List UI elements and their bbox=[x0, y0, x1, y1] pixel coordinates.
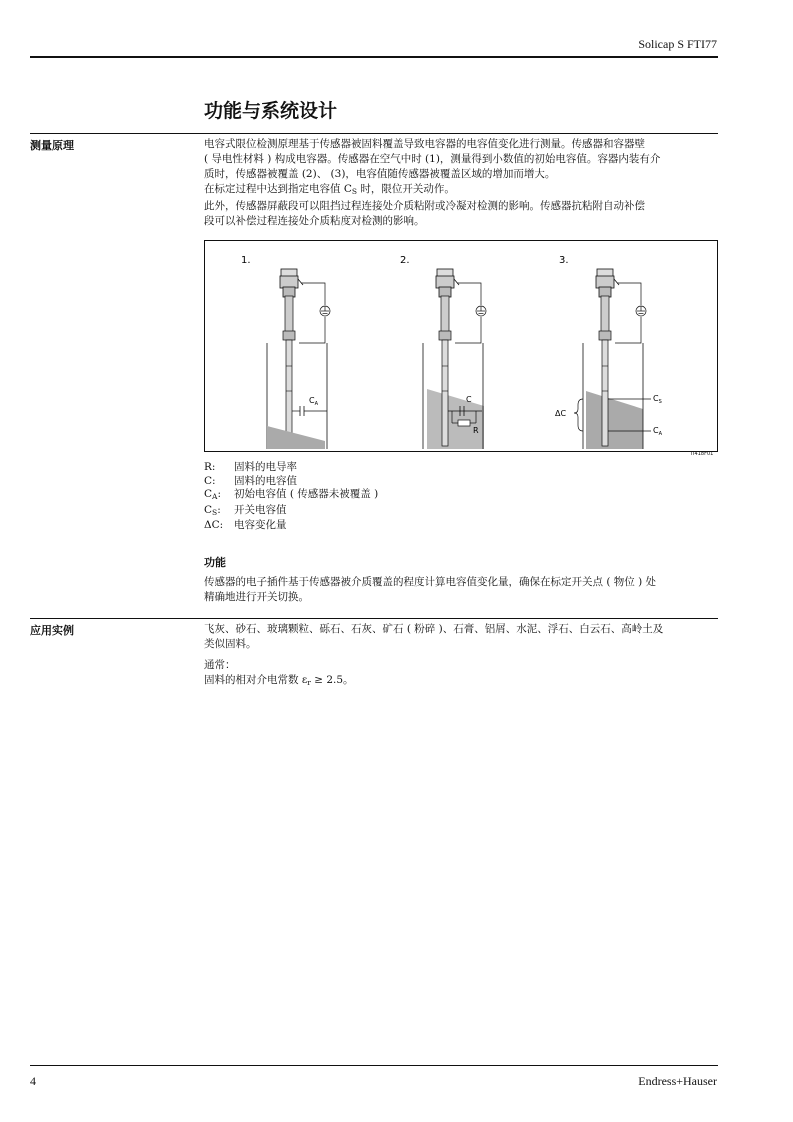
legend-text: 固料的电导率 bbox=[234, 461, 297, 473]
subscript: r bbox=[307, 678, 311, 687]
label-sub: A bbox=[314, 401, 319, 407]
legend-row bbox=[204, 475, 378, 489]
text-line bbox=[204, 182, 718, 199]
legend-key-suffix: : bbox=[217, 488, 222, 500]
panel-number: 3. bbox=[559, 255, 569, 266]
label-sub: A bbox=[658, 431, 663, 437]
page-number: 4 bbox=[30, 1074, 36, 1088]
brand-name: Endress+Hauser bbox=[638, 1074, 717, 1088]
label-c: C bbox=[309, 396, 315, 405]
legend-row bbox=[204, 488, 378, 504]
figure-code: TI418F01 bbox=[690, 451, 714, 457]
label-cs bbox=[653, 394, 662, 405]
legend-row bbox=[204, 504, 378, 520]
capacitance-principle-figure bbox=[204, 240, 718, 452]
label-ca bbox=[653, 426, 663, 437]
section-title: 功能与系统设计 bbox=[204, 100, 338, 122]
text-line: 飞灰、砂石、玻璃颗粒、砾石、石灰、矿石 ( 粉碎 )、石膏、铝屑、水泥、浮石、白云石、高岭土及 bbox=[204, 623, 664, 635]
footer-rule bbox=[30, 1065, 718, 1066]
text-line: 此外，传感器屏蔽段可以阻挡过程连接处介质粘附或冷凝对检测的影响。传感器抗粘附自动补偿 bbox=[204, 200, 645, 212]
text-span: 固料的相对介电常数 ε bbox=[204, 674, 308, 686]
legend-key-sub: A bbox=[212, 492, 218, 501]
text-line bbox=[204, 673, 718, 690]
measuring-principle-label: 测量原理 bbox=[30, 139, 74, 152]
text-span: 在标定过程中达到指定电容值 C bbox=[204, 183, 352, 195]
section-rule-2 bbox=[30, 618, 718, 619]
label-ca bbox=[309, 396, 319, 407]
subscript: S bbox=[351, 187, 358, 196]
panel-number: 2. bbox=[400, 255, 410, 266]
measuring-principle-text bbox=[204, 137, 718, 229]
label-sub: S bbox=[658, 399, 662, 405]
panel-number: 1. bbox=[241, 255, 251, 266]
legend-row bbox=[204, 461, 378, 475]
text-line: 电容式限位检测原理基于传感器被固料覆盖导致电容器的电容值变化进行测量。传感器和容器壁 bbox=[204, 138, 645, 150]
text-line: 类似固料。 bbox=[204, 638, 257, 650]
legend-key: C: bbox=[204, 474, 216, 487]
label-delta-c: ΔC bbox=[555, 409, 567, 418]
function-title: 功能 bbox=[204, 556, 226, 569]
application-label: 应用实例 bbox=[30, 624, 74, 637]
legend-key-sub: S bbox=[212, 507, 218, 517]
legend-key-main: C bbox=[204, 488, 213, 500]
legend-key-suffix: : bbox=[217, 503, 221, 516]
legend-key-main: C bbox=[204, 503, 213, 516]
legend-text: 固料的电容值 bbox=[234, 474, 297, 487]
text-line: ( 导电性材料 ) 构成电容器。传感器在空气中时 (1)，测量得到小数值的初始电容值。容器内装有介 bbox=[204, 153, 661, 165]
figure-legend bbox=[204, 461, 378, 533]
text-line: 质时，传感器被覆盖 (2)、 (3)，电容值随传感器被覆盖区域的增加而增大。 bbox=[204, 168, 556, 180]
label-r: R bbox=[473, 426, 479, 435]
label-c: C bbox=[466, 395, 472, 404]
function-text bbox=[204, 575, 718, 605]
legend-key: R: bbox=[204, 461, 216, 473]
header-rule bbox=[30, 56, 718, 58]
text-line: 通常： bbox=[204, 659, 236, 671]
application-text bbox=[204, 622, 718, 690]
principle-diagram bbox=[205, 241, 717, 451]
legend-row bbox=[204, 519, 378, 533]
text-line: 传感器的电子插件基于传感器被介质覆盖的程度计算电容值变化量，确保在标定开关点 ( 物位 ) 处 bbox=[204, 576, 657, 588]
legend-key bbox=[204, 488, 234, 504]
legend-key: ΔC: bbox=[204, 519, 224, 531]
text-line: 精确地进行开关切换。 bbox=[204, 591, 309, 603]
section-rule-1 bbox=[30, 133, 718, 134]
label-c: C bbox=[653, 394, 659, 403]
legend-text: 电容变化量 bbox=[234, 519, 287, 531]
text-line: 段可以补偿过程连接处介质粘度对检测的影响。 bbox=[204, 215, 425, 227]
legend-text: 开关电容值 bbox=[234, 503, 287, 516]
legend-key bbox=[204, 504, 234, 520]
text-span: 时，限位开关动作。 bbox=[357, 183, 455, 195]
label-c: C bbox=[653, 426, 659, 435]
text-span: ≥ 2.5。 bbox=[310, 674, 354, 686]
legend-text: 初始电容值 ( 传感器未被覆盖 ) bbox=[234, 488, 379, 500]
document-title: Solicap S FTI77 bbox=[638, 37, 717, 51]
